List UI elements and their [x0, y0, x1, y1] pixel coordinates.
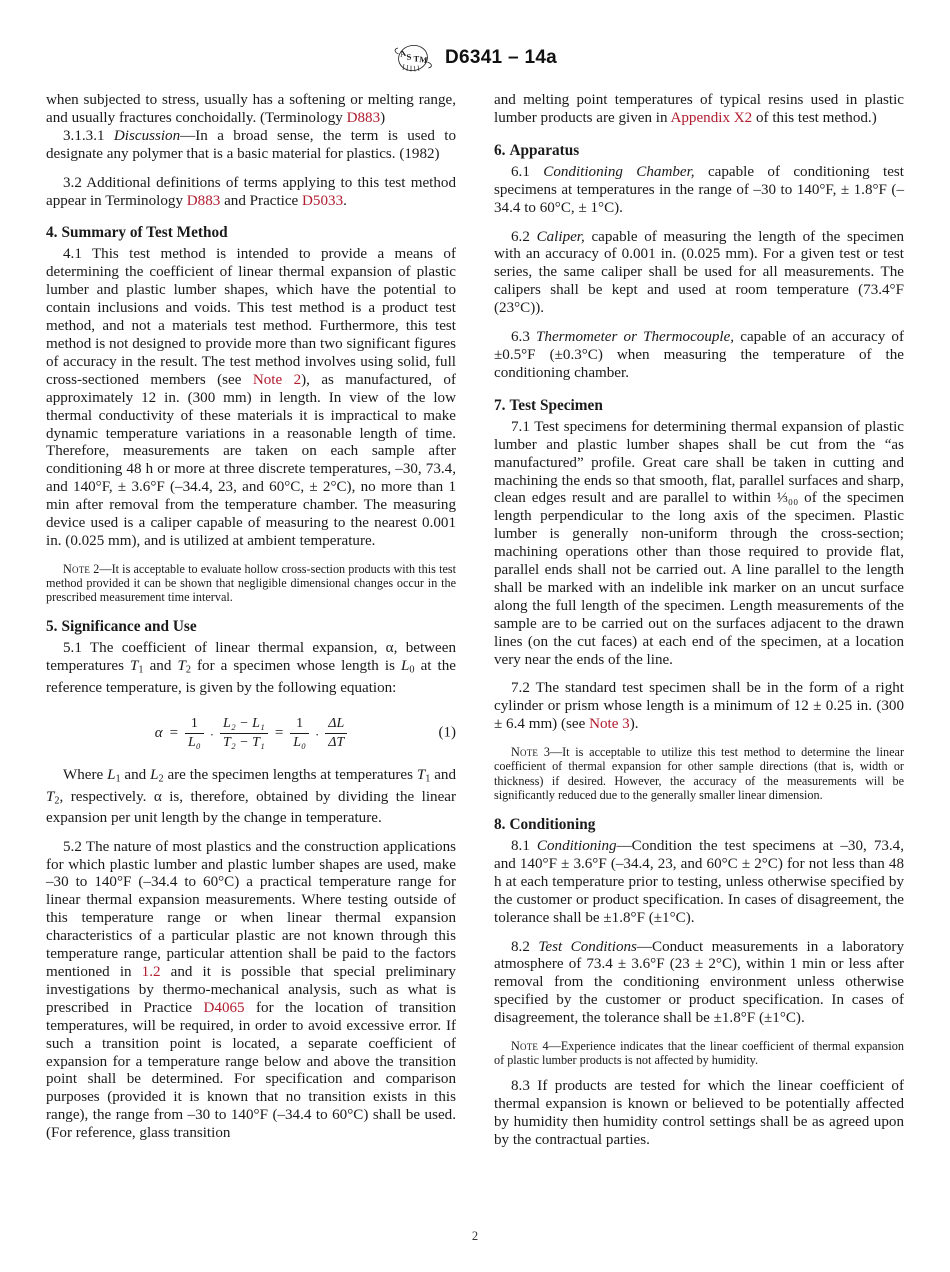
text-run: Where: [63, 767, 108, 784]
text-run: of the specimen length perpendicular to the long axis of the specimen. Plastic lumber is generally non-uniform through the cross-section; machining operations other than those required to provide flat, parallel ends shall not be carried out. A line parallel to the length shall be marked with an indelible ink marker on an uncut surface along the full length of the specimen. Length measurements of the sample are to be carried out on the surfaces adjacent to the drawn lines (on the cut faces) at each end of the specimen, at a location very near the ends of the line.: [494, 490, 904, 668]
text-run: and: [430, 767, 456, 784]
numerator: 1: [296, 715, 304, 731]
note-label: Note: [511, 1039, 539, 1054]
note-label: Note: [511, 745, 539, 760]
equation-1: [46, 710, 456, 756]
text-run: 7.2 The standard test specimen shall be in the form of a right cylinder or prism whose length is a minimum of 12 ± 0.25 in. (300 ± 6.4 mm) (see: [494, 680, 904, 733]
denominator: L₀: [293, 735, 306, 751]
paragraph-3-1-3-1: [46, 128, 456, 164]
equation-fraction-4: [325, 716, 347, 751]
fraction-bar: [185, 733, 204, 734]
equation-number: (1): [438, 724, 456, 741]
section-heading-8: [494, 816, 904, 834]
text-run: 7.1 Test specimens for determining thermal expansion of plastic lumber and plastic lumber shapes shall be cut from the “as manufactured” profile. Great care shall be taken in cutting and machining the ends so that smooth, flat, parallel surfaces and sharp, clean edges result and are parallel to within: [494, 418, 904, 507]
symbol-t2: T: [177, 658, 186, 675]
clause-number: 6.2: [511, 228, 537, 245]
paragraph-5-1: [46, 640, 456, 697]
section-heading-6: [494, 142, 904, 160]
text-run: 5.2 The nature of most plastics and the construction applications for which plastic lumber and plastic lumber shapes are used, make –30 to 140°F (–34.4 to 60°C) a practical temperature range for linear thermal expansion measurements. Where testing outside of this temperature range or when linear thermal expansion characteristics of a particular plastic are not known through this temperature range, particular attention shall be paid to the factors mentioned in: [46, 838, 456, 980]
symbol-t1: T: [130, 658, 139, 675]
term-italic: Conditioning Chamber,: [543, 163, 695, 180]
section-number: 5.: [46, 618, 58, 636]
term-italic: Discussion: [113, 127, 181, 144]
text-run: for a specimen whose length is: [190, 658, 402, 675]
subscript: 2: [158, 773, 164, 785]
text-run: —Experience indicates that the linear coefficient of thermal expansion of plastic lumber products is not affected by humidity.: [494, 1039, 904, 1068]
subscript: 2: [54, 794, 60, 806]
fraction-one-three-hundredth: ⅓₀₀: [776, 490, 799, 507]
equation-fraction-3: [290, 716, 309, 751]
reference-link-d5033[interactable]: D5033: [302, 192, 344, 209]
symbol-l2: L: [150, 767, 159, 784]
paragraph-3-2: [46, 175, 456, 211]
reference-link-d4065[interactable]: D4065: [203, 999, 245, 1016]
denominator: T₂ − T₁: [223, 735, 265, 751]
text-run: 3.2 Additional definitions of terms applying to this test method appear in Terminology: [46, 174, 456, 209]
text-run: —Condition the test specimens at –30, 73.4, and 140°F ± 3.6°F (–34.4, 23, and 60°C ± 2°C) for not less than 48 h at each temperature prior to testing, unless otherwise specified by the customer or product specification. In cases of disagreement, the tolerance shall be ±1.8°F (±1°C).: [494, 838, 905, 926]
equation-alpha: α: [154, 724, 163, 741]
svg-text:T: T: [413, 53, 420, 64]
numerator: 1: [190, 715, 198, 731]
reference-link-note-3[interactable]: Note 3: [589, 716, 630, 733]
text-run: —Conduct measurements in a laboratory atmosphere of 73.4 ± 3.6°F (23 ± 2°C), within 1 min or less after removal from the conditioning environment unless otherwise specified by the customer or product specification. In cases of disagreement, the tolerance shall be ±1.8°F (±1°C).: [494, 938, 904, 1027]
denominator: L₀: [188, 735, 201, 751]
body-columns: [46, 92, 904, 1150]
term-italic: Caliper,: [536, 228, 585, 245]
text-run: and: [120, 767, 151, 784]
equation-fraction-2: [220, 716, 268, 751]
text-run: 5.1 The coefficient of linear thermal expansion, α, between temperatures: [46, 640, 456, 675]
text-run: are the specimen lengths at temperatures: [163, 767, 417, 784]
section-title: Conditioning: [509, 816, 596, 833]
note-number: 3: [543, 745, 550, 760]
paragraph-continued: [494, 92, 904, 128]
term-italic: Test Conditions: [538, 938, 637, 955]
text-run: —In a broad sense, the term is used to designate any polymer that is a basic material for plastics. (1982): [46, 127, 456, 162]
reference-link-d883[interactable]: D883: [186, 192, 221, 209]
paragraph-7-2: [494, 680, 904, 734]
text-run: —It is acceptable to evaluate hollow cross-section products with this test method provided it can be shown that negligible dimensional changes occur in the prescribed measurement time interval.: [46, 561, 456, 605]
section-number: 4.: [46, 224, 58, 242]
paragraph-6-3: [494, 329, 904, 383]
paragraph-where: [46, 767, 456, 827]
subscript: 1: [115, 773, 121, 785]
subscript: 2: [185, 664, 191, 676]
left-column: [46, 92, 456, 1150]
svg-text:S: S: [405, 51, 412, 62]
note-4: [494, 1039, 904, 1067]
symbol-t1: T: [416, 767, 426, 784]
fraction-bar: [290, 733, 309, 734]
page-header: [0, 42, 950, 74]
paragraph-5-2: [46, 839, 456, 1143]
section-number: 8.: [494, 816, 506, 833]
svg-text:A: A: [398, 47, 407, 59]
term-italic: Thermometer or Thermocouple,: [536, 329, 735, 346]
text-run: and Practice: [220, 192, 303, 209]
fraction-bar: [220, 733, 268, 734]
section-number: 6.: [494, 141, 506, 159]
reference-link-1-2[interactable]: 1.2: [141, 963, 161, 980]
page-title: D6341 – 14a: [444, 47, 558, 68]
equation-fraction-1: [185, 716, 204, 751]
clause-number: 3.1.3.1: [63, 127, 105, 144]
clause-number: 8.1: [511, 838, 537, 854]
paragraph-8-3: 8.3 If products are tested for which the linear coefficient of thermal expansion is known or believed to be potentially affected by humidity then humidity control settings shall be as agreed upon by the contractual parties.: [494, 1078, 904, 1149]
multiplication-dot: ·: [209, 727, 215, 743]
denominator: ΔT: [328, 735, 345, 751]
subscript: 1: [425, 773, 431, 785]
subscript: 1: [138, 664, 144, 676]
paragraph-8-2: [494, 939, 904, 1029]
section-title: Test Specimen: [509, 396, 603, 414]
text-run: , respectively. α is, therefore, obtained by dividing the linear expansion per unit length by the change in temperature.: [46, 788, 456, 826]
reference-link-d883[interactable]: D883: [346, 109, 381, 126]
paragraph-6-1: [494, 164, 904, 218]
section-heading-7: [494, 397, 904, 415]
text-run: ): [380, 109, 386, 126]
reference-link-note-2[interactable]: Note 2: [252, 371, 302, 388]
paragraph-continued: [46, 92, 456, 128]
page-number: 2: [471, 1229, 479, 1243]
symbol-l0: L: [401, 658, 410, 675]
multiplication-dot: ·: [314, 727, 320, 743]
note-2: [46, 562, 456, 605]
note-number: 4: [542, 1039, 549, 1054]
section-number: 7.: [494, 396, 506, 414]
text-run: and it is possible that special preliminary investigations by thermo-mechanical analysis, such as what is prescribed in Practice: [46, 963, 456, 1016]
text-run: capable of conditioning test specimens at temperatures in the range of –30 to 140°F, ± 1.8°F (–34.4 to 60°C, ± 1°C).: [494, 163, 904, 216]
fraction-bar: [325, 733, 347, 734]
svg-text:M: M: [418, 54, 429, 66]
section-title: Summary of Test Method: [61, 224, 228, 242]
text-run: and: [143, 658, 178, 675]
paragraph-7-1: [494, 419, 904, 670]
paragraph-6-2: [494, 229, 904, 319]
text-run: 4.1 This test method is intended to provide a means of determining the coefficient of linear thermal expansion of plastic lumber and plastic lumber shapes, which have the potential to contain inclusions and voids. This test method is a product test method, and not a materials test method. Furthermore, this test method is not designed to provide more than two significant figures of accuracy in the result. The test method involves using solid, full cross-sectioned members (see: [46, 246, 456, 388]
text-run: when subjected to stress, usually has a softening or melting range, and usually fractures conchoidally. (Terminology: [46, 92, 456, 126]
text-run: capable of an accuracy of ±0.5°F (±0.3°C) when measuring the temperature of the conditioning chamber.: [494, 329, 904, 381]
clause-number: 6.3: [511, 329, 537, 346]
clause-number: 8.2: [511, 938, 539, 955]
symbol-l1: L: [107, 767, 116, 784]
section-title: Apparatus: [509, 141, 580, 159]
text-run: —It is acceptable to utilize this test method to determine the linear coefficient of thermal expansion for other sample directions (that is, width or thickness) if desired. However, the accuracy of the measurements will be significantly reduced due to the generally smaller linear dimension.: [494, 745, 905, 802]
equation-equals: =: [274, 724, 284, 741]
text-run: of this test method.): [752, 109, 877, 126]
clause-number: 6.1: [511, 163, 544, 180]
section-heading-5: [46, 618, 456, 636]
reference-link-appendix-x2[interactable]: Appendix X2: [670, 109, 753, 126]
text-run: and melting point temperatures of typical resins used in plastic lumber products are given in: [494, 92, 904, 126]
text-run: ).: [629, 716, 639, 733]
text-run: ), as manufactured, of approximately 12 in. (300 mm) in length. In view of the low thermal conductivity of these materials it is impractical to make dynamic temperature variations in a reasonable length of time. Therefore, measurements are taken on each sample after conditioning 48 h or more at three discrete temperatures, –30, 73.4, and 140°F, ± 3.6°F (–34.4, 23, and 60°C, ± 2°C), no more than 1 min after removal from the temperature chamber. The measuring device used is a caliper capable of measuring to the nearest 0.001 in. (0.025 mm), and is utilized at ambient temperature.: [46, 371, 456, 549]
section-heading-4: [46, 224, 456, 242]
paragraph-4-1: [46, 246, 456, 550]
numerator: ΔL: [328, 715, 345, 731]
text-run: .: [343, 192, 347, 209]
section-title: Significance and Use: [61, 618, 197, 636]
astm-logo-icon: [393, 42, 435, 74]
equation-equals: =: [169, 724, 179, 741]
equation-expression: [155, 716, 348, 751]
right-column: [494, 92, 904, 1150]
note-3: [494, 745, 904, 802]
numerator: L₂ − L₁: [223, 715, 265, 731]
paragraph-8-1: [494, 838, 904, 928]
text-run: at the reference temperature, is given by the following equation:: [46, 658, 456, 696]
term-italic: Conditioning: [536, 838, 617, 854]
text-run: for the location of transition temperatures, will be required, in order to avoid excessive error. If such a transition point is located, a separate coefficient of expansion for a temperature range below and above the transition point shall be determined. For specification and comparison purposes (provided it is known that no transition exists in this range), the range from –30 to 140°F (–34.4 to 60°C) shall be used. (For reference, glass transition: [46, 999, 456, 1142]
note-number: 2: [93, 561, 100, 576]
note-label: Note: [63, 561, 91, 576]
subscript: 0: [409, 664, 415, 676]
text-run: capable of measuring the length of the specimen with an accuracy of 0.001 in. (0.025 mm). For a given test or test series, the same caliper shall be used for all measurements. The calipers shall be kept and used at room temperature (73.4°F (23°C)).: [494, 228, 905, 317]
symbol-t2: T: [46, 788, 55, 805]
